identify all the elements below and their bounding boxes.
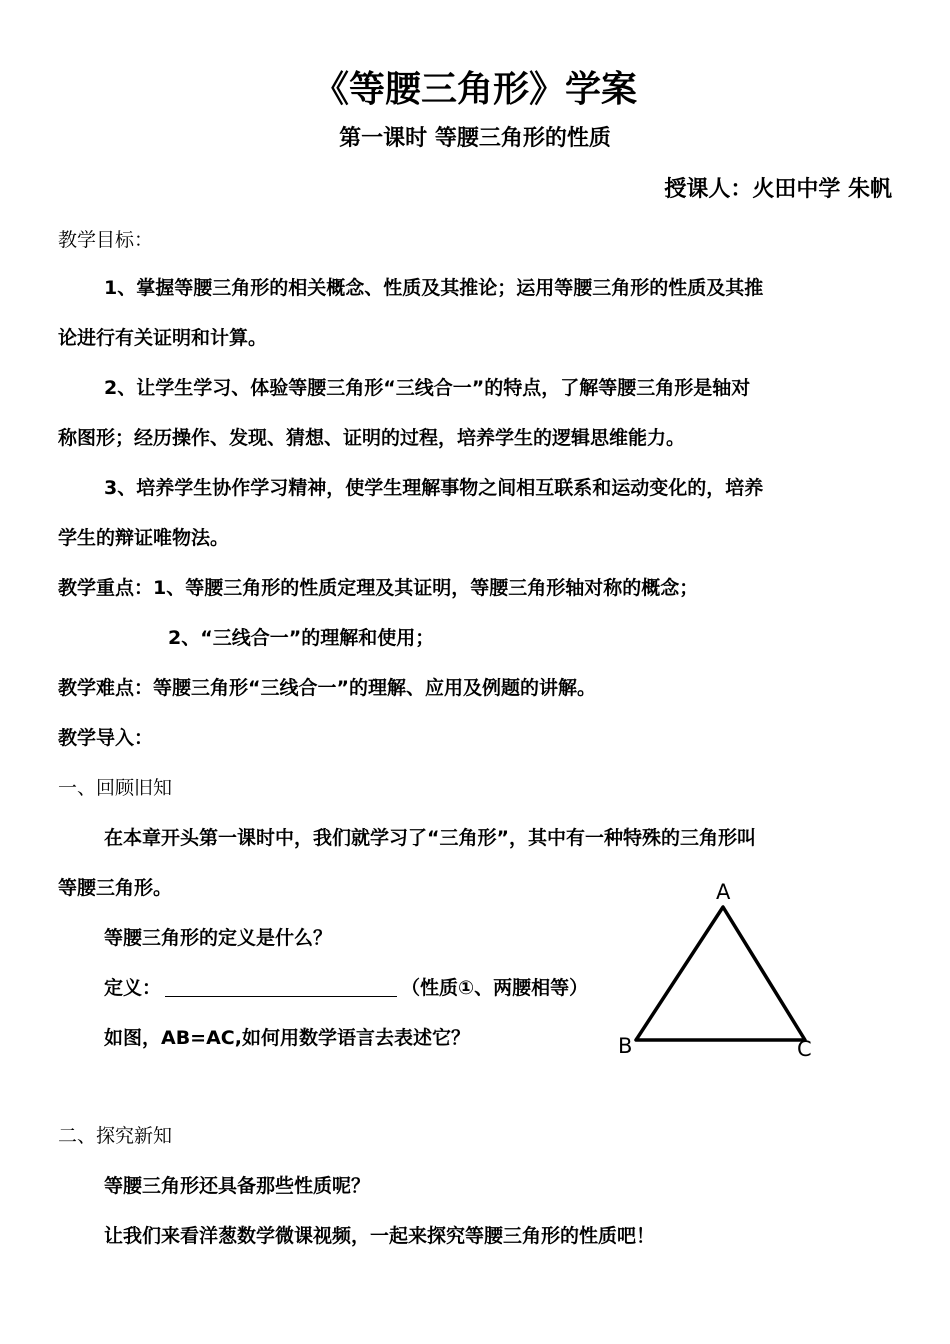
- definition-question: 等腰三角形的定义是什么？: [104, 927, 333, 949]
- objective-2-line-2: 称图形；经历操作、发现、猜想、证明的过程，培养学生的逻辑思维能力。: [58, 427, 686, 449]
- definition-suffix: （性质①、两腰相等）: [401, 977, 589, 999]
- triangle-outline: [636, 907, 805, 1040]
- key-points-line-1: 教学重点：1、等腰三角形的性质定理及其证明，等腰三角形轴对称的概念；: [58, 577, 699, 599]
- definition-blank[interactable]: [165, 976, 397, 997]
- figure-question: 如图，AB=AC,如何用数学语言去表述它？: [104, 1027, 470, 1049]
- section-2-line-1: 等腰三角形还具备那些性质呢？: [104, 1175, 371, 1197]
- section-1-heading: 一、回顾旧知: [58, 777, 173, 799]
- section-1-para-line-2: 等腰三角形。: [58, 877, 173, 899]
- objective-3-line-1: 3、培养学生协作学习精神，使学生理解事物之间相互联系和运动变化的，培养: [104, 477, 764, 499]
- document-title: 《等腰三角形》学案: [312, 69, 637, 110]
- vertex-c-label: C: [797, 1037, 812, 1061]
- lesson-subtitle: 第一课时 等腰三角形的性质: [339, 126, 611, 151]
- vertex-a-label: A: [716, 880, 731, 904]
- section-2-heading: 二、探究新知: [58, 1125, 173, 1147]
- isosceles-triangle-figure: [600, 872, 830, 1072]
- section-2-line-2: 让我们来看洋葱数学微课视频，一起来探究等腰三角形的性质吧！: [104, 1225, 656, 1247]
- vertex-b-label: B: [618, 1034, 633, 1058]
- objective-2-line-1: 2、让学生学习、体验等腰三角形“三线合一”的特点，了解等腰三角形是轴对: [104, 377, 751, 399]
- definition-line: [104, 976, 588, 1000]
- key-points-line-2: 2、“三线合一”的理解和使用；: [168, 627, 435, 649]
- objective-1-line-2: 论进行有关证明和计算。: [58, 327, 268, 349]
- intro-heading: 教学导入：: [58, 727, 154, 749]
- objectives-heading: 教学目标：: [58, 229, 154, 251]
- section-1-para-line-1: 在本章开头第一课时中，我们就学习了“三角形”，其中有一种特殊的三角形叫: [104, 827, 756, 849]
- objective-3-line-2: 学生的辩证唯物法。: [58, 527, 230, 549]
- objective-1-line-1: 1、掌握等腰三角形的相关概念、性质及其推论；运用等腰三角形的性质及其推: [104, 277, 764, 299]
- definition-prefix: 定义：: [104, 977, 162, 999]
- difficulty-line: 教学难点：等腰三角形“三线合一”的理解、应用及例题的讲解。: [58, 677, 596, 699]
- author-line: 授课人：火田中学 朱帆: [664, 177, 892, 202]
